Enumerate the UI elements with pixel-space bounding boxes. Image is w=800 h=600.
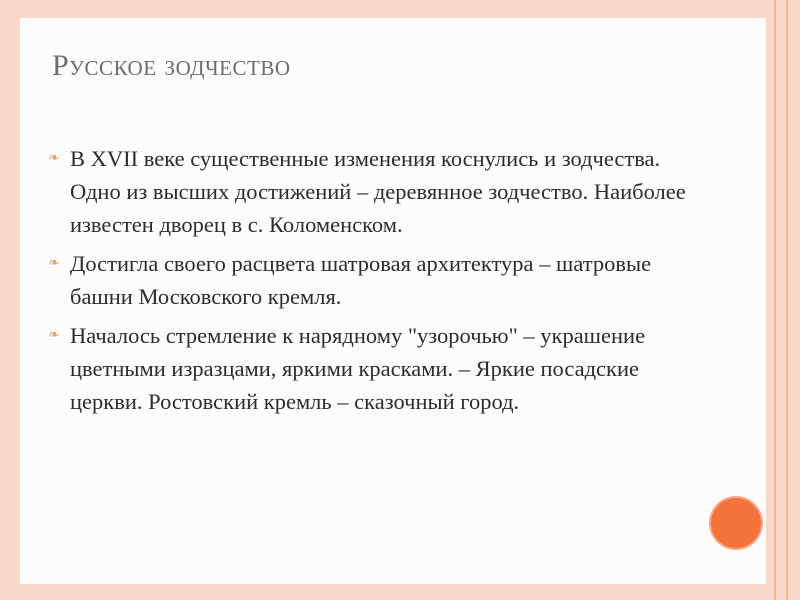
bullet-text: Достигла своего расцвета шатровая архитектура – шатровые башни Московского кремля. [70,251,652,309]
bullet-item [48,142,708,241]
bullet-text: Началось стремление к нарядному "узорочью" – украшение цветными изразцами, яркими красками. – Яркие посадские церкви. Ростовский кремль – сказочный город. [70,323,646,414]
decorative-stripe-right [786,0,788,600]
bullet-icon: ❧ [48,151,60,166]
decorative-stripe-left [774,0,776,600]
bullet-icon: ❧ [48,328,60,343]
slide-title: Русское зодчество [52,49,291,82]
decorative-circle-icon [711,498,761,548]
bullet-text: В XVII веке существенные изменения коснулись и зодчества. Одно из высших достижений – деревянное зодчество. Наиболее известен дворец в с. Коломенском. [70,146,686,237]
bullet-item [48,319,708,418]
bullet-list [48,142,708,424]
bullet-item [48,247,708,313]
bullet-icon: ❧ [48,256,60,271]
